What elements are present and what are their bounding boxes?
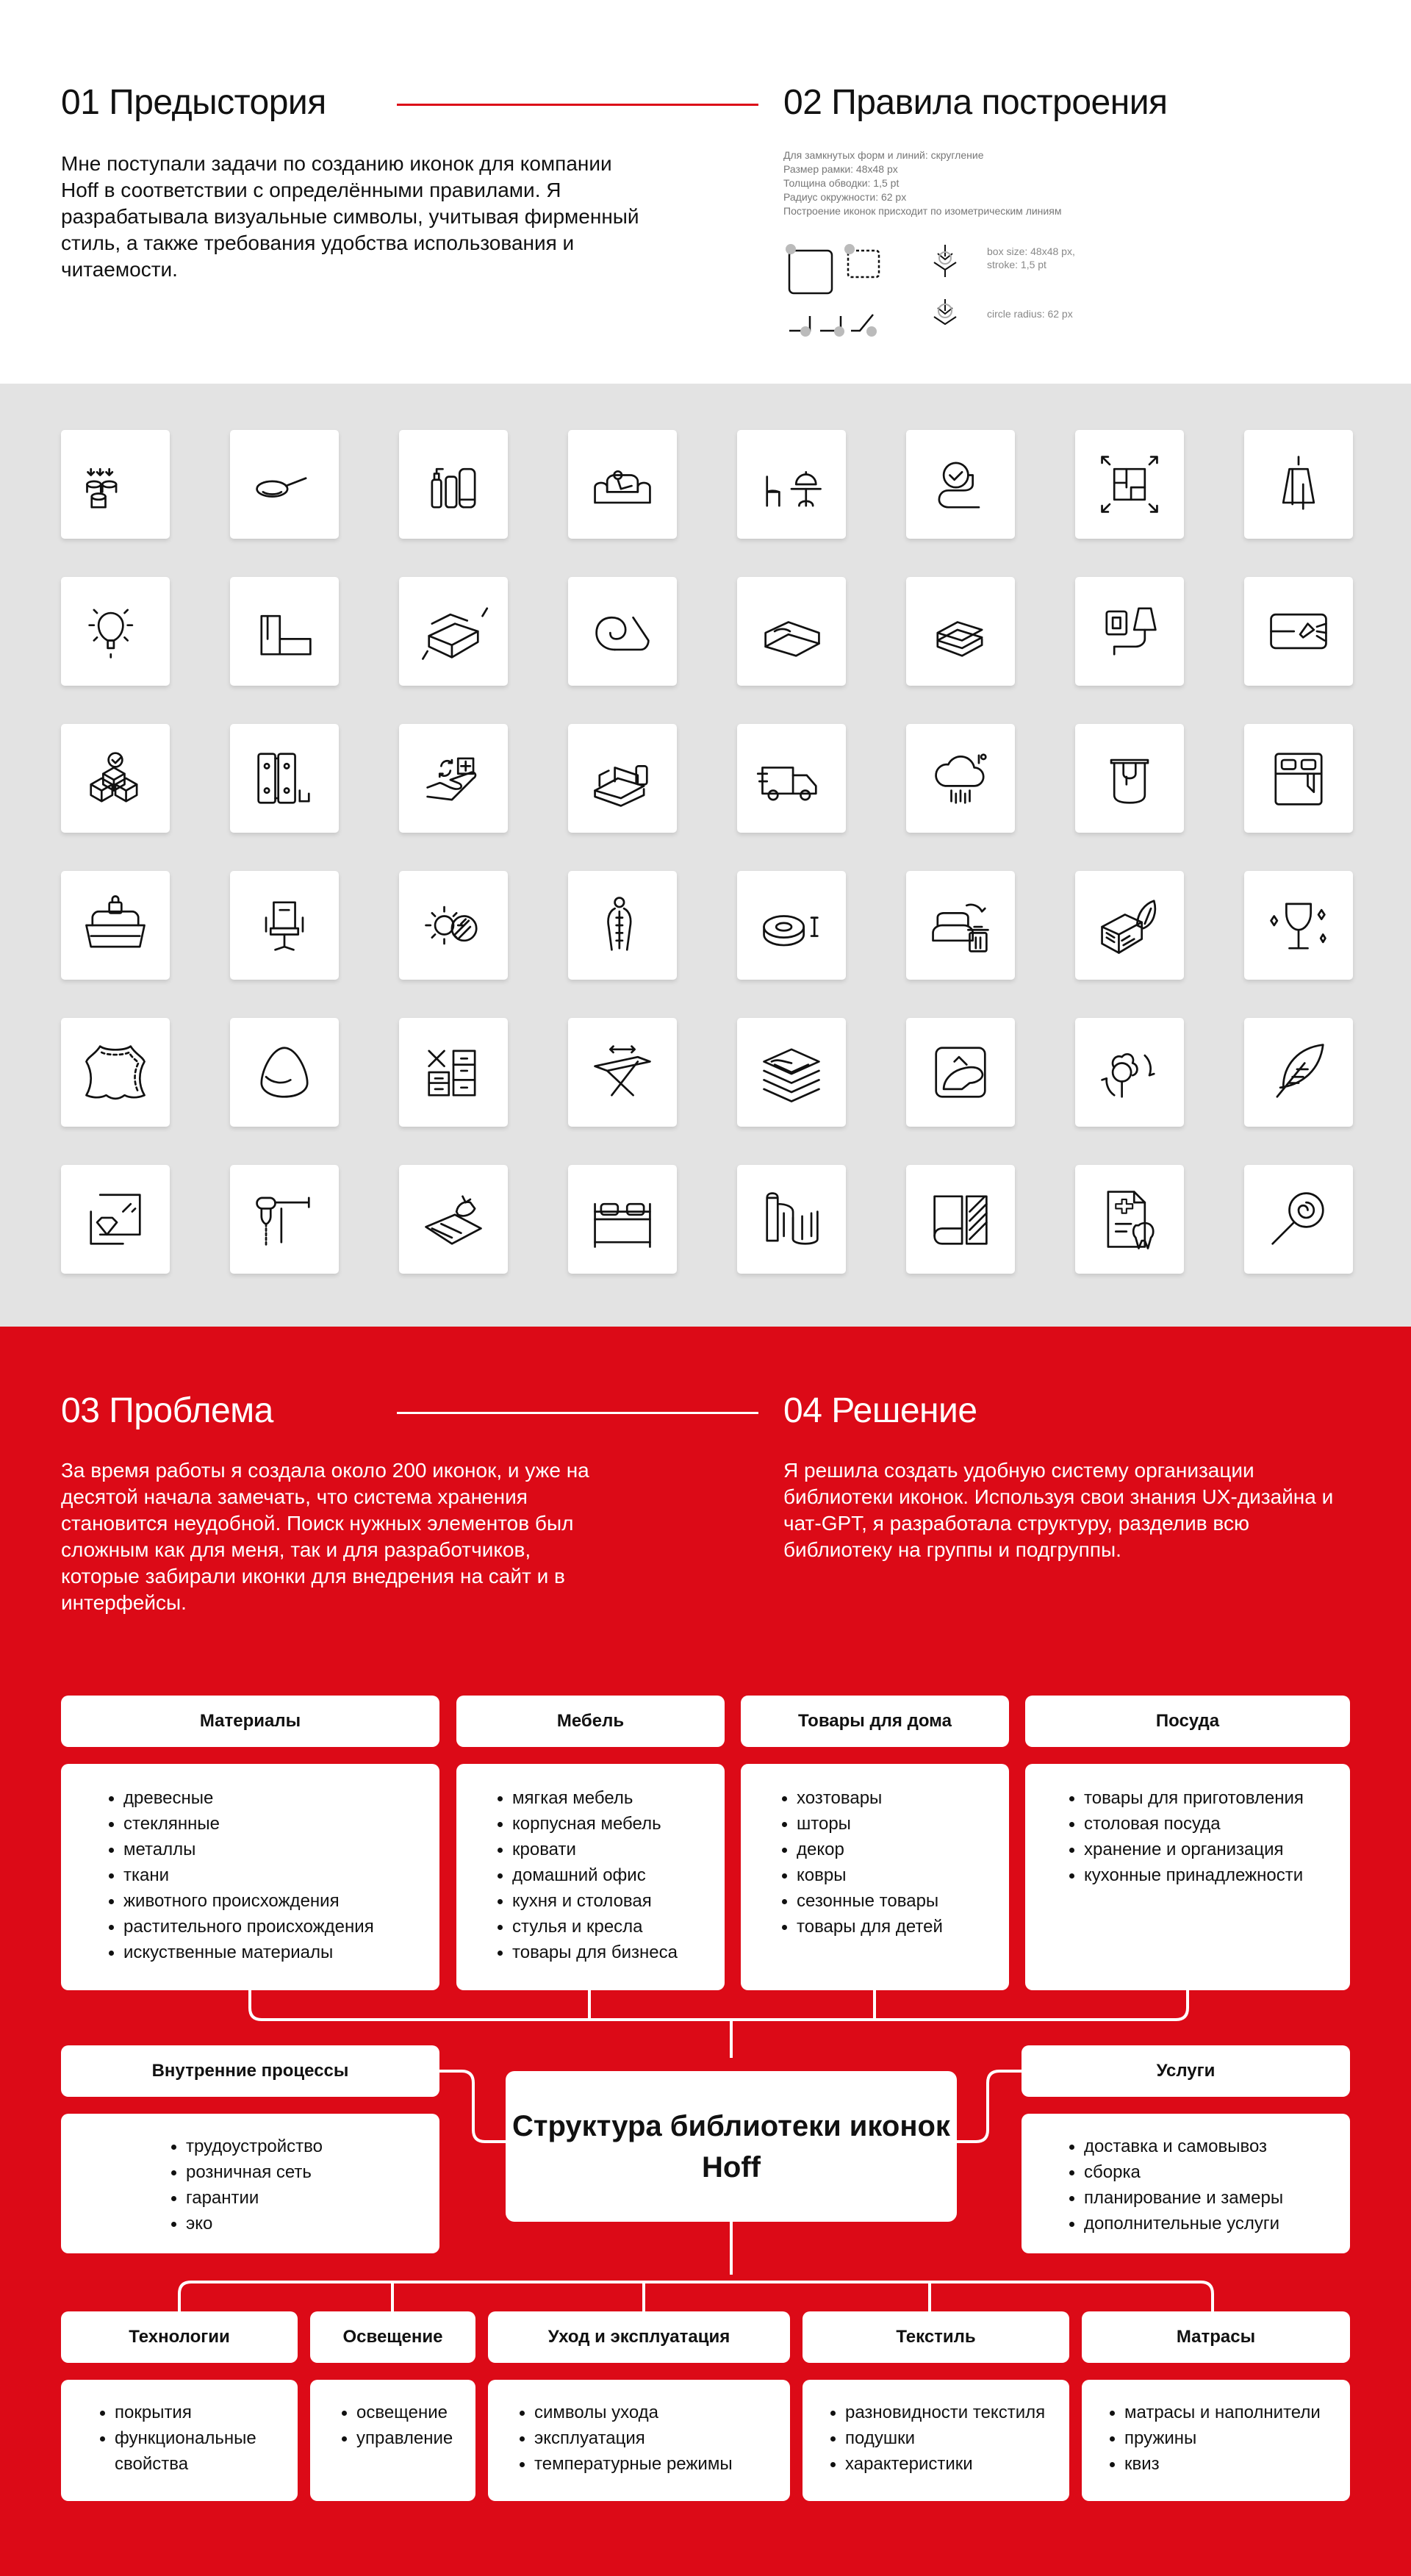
rule-item: Построение иконок присходит по изометрическим линиям [783,205,1062,217]
circle-radius-note: circle radius: 62 px [987,308,1073,320]
icon-tile [906,724,1015,833]
group-header-home-goods: Товары для дома [741,1696,1009,1747]
group-header-materials: Материалы [61,1696,439,1747]
icon-tile [1075,724,1184,833]
icon-tile [61,430,170,539]
icon-tile [1244,724,1353,833]
list-item: древесные [103,1785,439,1811]
icon-tile [1075,430,1184,539]
list-item: шторы [776,1811,1009,1837]
stroke-note-line: stroke: 1,5 pt [987,259,1046,270]
list-item: сезонные товары [776,1888,1009,1914]
group-header-internal-processes: Внутренние процессы [61,2045,439,2097]
list-item: товары для детей [776,1914,1009,1940]
list-item: растительного происхождения [103,1914,439,1940]
material-layers-icon [753,1034,830,1111]
icon-tile [399,871,508,980]
furniture-disposal-icon [922,887,999,964]
wine-glass-icon [1260,887,1337,964]
list-item: кровати [492,1837,725,1862]
group-list-dishes [1025,1764,1350,1990]
icon-tile [737,724,846,833]
construction-rules-graphic [783,239,1151,342]
box-size-note-line: box size: 48x48 px, [987,245,1075,257]
double-bed-icon [584,1181,661,1257]
spine-icon [584,887,661,964]
mirror-diamond-icon [77,1181,154,1257]
group-list-furniture [456,1764,725,1990]
list-item: кухня и столовая [492,1888,725,1914]
icon-tile [1244,430,1353,539]
list-item: дополнительные услуги [1063,2211,1350,2236]
list-item: разновидности текстиля [825,2400,1069,2425]
background-text: Мне поступали задачи по созданию иконок для компании Hoff в соответствии с определёнными правилами. Я разрабатывала визуальные символы, учитывая фирменный стиль, а также требования удобства использования и читаемости. [61,152,639,281]
list-item: ткани [103,1862,439,1888]
icon-tile [230,724,339,833]
sofa-bed-icon [584,740,661,817]
group-list-materials [61,1764,439,1990]
list-item: символы ухода [514,2400,790,2425]
title-divider [397,104,758,106]
icon-tile [906,1018,1015,1127]
icon-tile [568,1165,677,1274]
sun-filter-icon [415,887,492,964]
list-item: животного происхождения [103,1888,439,1914]
list-item: кухонные принадлежности [1063,1862,1350,1888]
icon-tile [737,1165,846,1274]
list-item: пружины [1104,2425,1350,2451]
list-item: домашний офис [492,1862,725,1888]
icon-tile [61,871,170,980]
bed-sheet-icon [1260,740,1337,817]
light-bulb-icon [77,593,154,670]
dining-table-cloche-icon [753,446,830,523]
icon-tile [1244,577,1353,686]
list-item: искуственные материалы [103,1940,439,1965]
list-item: покрытия [94,2400,298,2425]
measuring-tape-icon [922,446,999,523]
hand-wipe-icon [922,1034,999,1111]
list-item: товары для приготовления [1063,1785,1350,1811]
rule-item: Толщина обводки: 1,5 pt [783,177,900,189]
bean-bag-icon [246,1034,323,1111]
group-list-technologies [61,2380,298,2501]
lollipop-icon [1260,1181,1337,1257]
list-item: квиз [1104,2451,1350,2477]
icon-tile [1075,871,1184,980]
list-item: характеристики [825,2451,1069,2477]
delivery-truck-icon [753,740,830,817]
list-item: мягкая мебель [492,1785,725,1811]
icon-tile [1075,577,1184,686]
structure-section [0,1327,1411,2576]
group-header-furniture: Мебель [456,1696,725,1747]
group-list-home-goods [741,1764,1009,1990]
group-list-services [1022,2114,1350,2253]
icon-tile [906,430,1015,539]
wood-leaf-icon [1091,887,1168,964]
list-item: хозтовары [776,1785,1009,1811]
icon-tile [1244,871,1353,980]
list-item: управление [336,2425,475,2451]
list-item: металлы [103,1837,439,1862]
problem-title: 03 Проблема [61,1391,273,1430]
icon-tile [230,577,339,686]
group-header-lighting: Освещение [310,2311,475,2363]
cloud-temperature-icon [922,740,999,817]
cotton-cycle-icon [1091,1034,1168,1111]
list-item: декор [776,1837,1009,1862]
rules-list [783,148,1061,218]
robot-vacuum-icon [753,887,830,964]
icon-tile [61,724,170,833]
list-item: сборка [1063,2159,1350,2185]
group-header-mattresses: Матрасы [1082,2311,1350,2363]
icon-tile [906,577,1015,686]
list-item: трудоустройство [165,2134,439,2159]
group-list-internal-processes [61,2114,439,2253]
list-item: функциональные свойства [94,2425,270,2477]
icon-tile [230,871,339,980]
icon-tile [568,577,677,686]
list-item: планирование и замеры [1063,2185,1350,2211]
frying-pan-icon [246,446,323,523]
group-list-mattresses [1082,2380,1350,2501]
fabric-spray-icon [1260,593,1337,670]
switch-lamp-icon [1091,593,1168,670]
group-list-textile [803,2380,1069,2501]
box-size-note [987,245,1075,271]
icon-tile [568,430,677,539]
group-header-technologies: Технологии [61,2311,298,2363]
structure-center-title: Структура библиотеки иконок Hoff [506,2071,957,2222]
icon-tile [1244,1165,1353,1274]
solution-title: 04 Решение [783,1391,977,1430]
floor-plan-icon [1091,446,1168,523]
cubes-check-icon [77,740,154,817]
icon-tile [399,724,508,833]
title-divider [397,1412,758,1414]
door-hinge-icon [246,740,323,817]
icon-tile [1075,1018,1184,1127]
icon-tile [737,577,846,686]
rule-item: Для замкнутых форм и линий: скругление [783,149,984,161]
list-item: гарантии [165,2185,439,2211]
icon-tile [737,871,846,980]
lunch-box-lock-icon [77,887,154,964]
ironing-board-icon [584,1034,661,1111]
list-item: ковры [776,1862,1009,1888]
stacked-towels-icon [922,593,999,670]
corner-sofa-icon [246,593,323,670]
group-header-textile: Текстиль [803,2311,1069,2363]
bed-dimensions-icon [415,593,492,670]
list-item: товары для бизнеса [492,1940,725,1965]
list-item: температурные режимы [514,2451,790,2477]
stacked-boxes-icon [77,446,154,523]
rule-item: Радиус окружности: 62 px [783,191,907,203]
mattress-layers-icon [753,593,830,670]
icon-tile [568,724,677,833]
rolled-carpet-icon [584,593,661,670]
icon-tile [399,1165,508,1274]
icon-tile [230,1018,339,1127]
icon-tile [906,871,1015,980]
icon-tile [230,430,339,539]
list-item: хранение и организация [1063,1837,1350,1862]
icon-tile [399,577,508,686]
office-chair-icon [246,887,323,964]
rule-item: Размер рамки: 48x48 px [783,163,898,175]
list-item: эко [165,2211,439,2236]
kitchen-towel-icon [1260,446,1337,523]
feather-icon [1260,1034,1337,1111]
list-item: корпусная мебель [492,1811,725,1837]
list-item: стулья и кресла [492,1914,725,1940]
list-item: подушки [825,2425,1069,2451]
list-item: розничная сеть [165,2159,439,2185]
icon-tile [61,1018,170,1127]
icon-tile [737,430,846,539]
hand-services-icon [415,740,492,817]
runner-rug-icon [753,1181,830,1257]
list-item: эксплуатация [514,2425,790,2451]
solution-text: Я решила создать удобную систему организации библиотеки иконок. Используя свои знания UX-дизайна и чат-GPT, я разработала структуру, разделив всю библиотеку на группы и подгруппы. [783,1459,1334,1561]
icon-tile [1244,1018,1353,1127]
wallpaper-roll-icon [922,1181,999,1257]
group-header-dishes: Посуда [1025,1696,1350,1747]
icon-tile [568,871,677,980]
intro-section [0,0,1411,384]
list-item: освещение [336,2400,475,2425]
icon-tile [568,1018,677,1127]
icon-tile [61,1165,170,1274]
icon-tile [230,1165,339,1274]
background-title: 01 Предыстория [61,83,326,122]
icon-tile [399,1018,508,1127]
icon-tile [906,1165,1015,1274]
icon-tile [1075,1165,1184,1274]
group-list-care [488,2380,790,2501]
list-item: доставка и самовывоз [1063,2134,1350,2159]
group-header-services: Услуги [1022,2045,1350,2097]
medical-dental-icon [1091,1181,1168,1257]
sofa-person-icon [584,446,661,523]
list-item: столовая посуда [1063,1811,1350,1837]
curtain-rod-icon [246,1181,323,1257]
kids-furniture-icon [415,1034,492,1111]
bathroom-bottles-icon [415,446,492,523]
icon-grid-section [0,384,1411,1327]
rules-title: 02 Правила построения [783,83,1168,122]
problem-text: За время работы я создала около 200 иконок, и уже на десятой начала замечать, что система хранения становится неудобной. Поиск нужных элементов был сложным как для меня, так и для разработчиков, которые забирали иконки для внедрения на сайт и в интерфейсы. [61,1459,589,1614]
paint-bucket-icon [1091,740,1168,817]
icon-tile [399,430,508,539]
leather-hide-icon [77,1034,154,1111]
list-item: стеклянные [103,1811,439,1837]
list-item: матрасы и наполнители [1104,2400,1350,2425]
icon-tile [737,1018,846,1127]
icon-tile [61,577,170,686]
hand-carpet-icon [415,1181,492,1257]
group-list-lighting [310,2380,475,2501]
group-header-care: Уход и эксплуатация [488,2311,790,2363]
